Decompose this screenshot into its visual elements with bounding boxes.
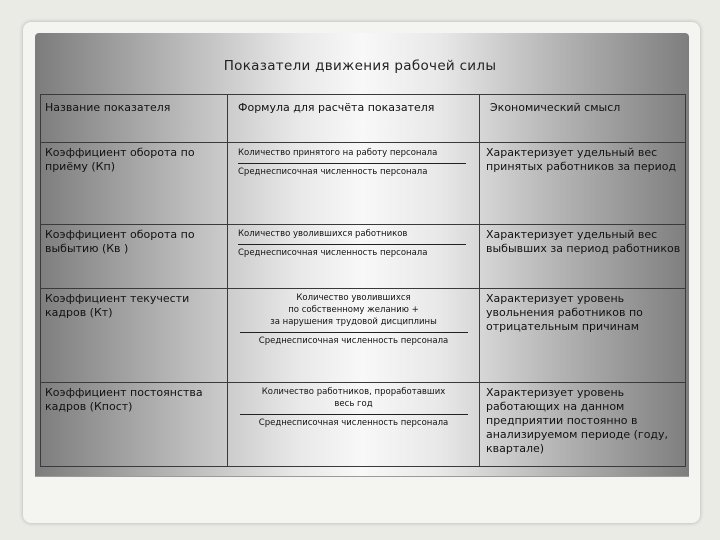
formula-numerator: по собственному желанию + xyxy=(288,305,419,315)
indicator-meaning: Характеризует удельный вес принятых работников за период xyxy=(480,143,686,225)
formula-cell xyxy=(228,225,480,289)
table-row xyxy=(41,289,686,383)
indicator-name: Коэффициент текучести кадров (Кт) xyxy=(41,289,228,383)
indicator-meaning: Характеризует удельный вес выбывших за период работников xyxy=(480,225,686,289)
fraction-bar xyxy=(240,330,468,333)
formula-numerator: Количество уволившихся работников xyxy=(238,229,408,239)
slide-title: Показатели движения рабочей силы xyxy=(223,58,497,74)
formula-numerator: Количество работников, проработавших xyxy=(261,387,446,397)
fraction-bar xyxy=(238,161,466,164)
formula-cell xyxy=(228,289,480,383)
fraction-bar xyxy=(238,242,466,245)
header-name: Название показателя xyxy=(41,95,228,143)
formula-denominator: Среднесписочная численность персонала xyxy=(258,418,449,428)
table-row xyxy=(41,143,686,225)
formula-denominator: Среднесписочная численность персонала xyxy=(258,336,449,346)
table-row xyxy=(41,383,686,467)
fraction-bar xyxy=(240,412,468,415)
indicator-meaning: Характеризует уровень работающих на данном предприятии постоянно в анализируемом периоде (году, квартале) xyxy=(480,383,686,467)
header-formula: Формула для расчёта показателя xyxy=(228,95,480,143)
indicator-name: Коэффициент оборота по приёму (Кп) xyxy=(41,143,228,225)
formula-cell xyxy=(228,143,480,225)
indicator-name: Коэффициент оборота по выбытию (Кв ) xyxy=(41,225,228,289)
formula-cell xyxy=(228,383,480,467)
indicator-name: Коэффициент постоянства кадров (Кпост) xyxy=(41,383,228,467)
indicators-table xyxy=(40,94,686,467)
formula-numerator: Количество уволившихся xyxy=(296,293,411,303)
formula-denominator: Среднесписочная численность персонала xyxy=(238,248,428,258)
formula-numerator: весь год xyxy=(334,399,373,409)
slide-bottom-edge xyxy=(35,476,689,477)
table-header-row xyxy=(41,95,686,143)
formula-numerator: Количество принятого на работу персонала xyxy=(238,148,438,158)
table-row xyxy=(41,225,686,289)
formula-numerator: за нарушения трудовой дисциплины xyxy=(270,317,437,327)
header-meaning: Экономический смысл xyxy=(480,95,686,143)
formula-denominator: Среднесписочная численность персонала xyxy=(238,167,428,177)
indicator-meaning: Характеризует уровень увольнения работников по отрицательным причинам xyxy=(480,289,686,383)
